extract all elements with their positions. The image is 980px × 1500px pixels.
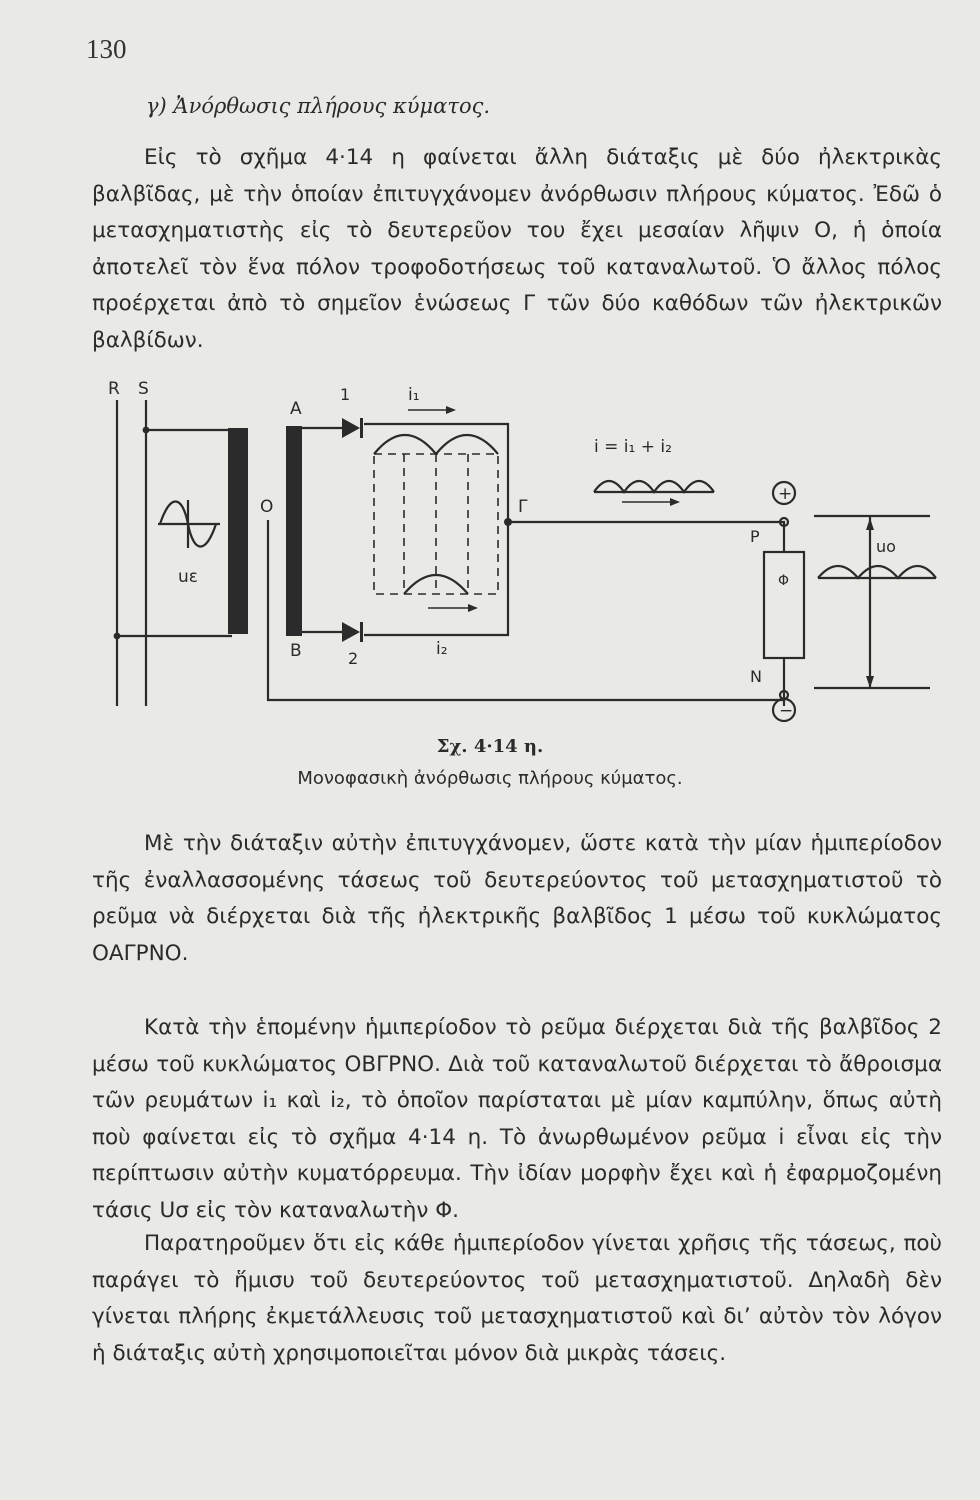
paragraph-4: Παρατηροῦμεν ὅτι εἰς κάθε ἡμιπερίοδον γίνεται χρῆσις τῆς τάσεως, ποὺ παράγει τὸ ἥμισυ τοῦ δευτερεύοντος τοῦ μετασχηματιστοῦ. Δηλαδὴ δὲν γίνεται πλήρης ἐκμετάλλευσις τοῦ μετασχηματιστοῦ καὶ δι’ αὐτὸν τὸν λόγον ἡ διάταξις αὐτὴ χρησιμοποιεῖται μόνον διὰ μικρὰς τάσεις. xyxy=(92,1231,942,1366)
label-load: Φ xyxy=(778,573,790,589)
figure-caption-text: Μονοφασικὴ ἀνόρθωσις πλήρους κύματος. xyxy=(297,768,683,789)
label-b: B xyxy=(290,641,302,661)
wire-center-tap-return xyxy=(268,520,784,700)
transformer-primary-core xyxy=(228,428,248,634)
label-o: O xyxy=(260,497,274,517)
label-minus: − xyxy=(779,701,794,721)
node-r xyxy=(114,633,121,640)
page-number: 130 xyxy=(86,34,127,64)
label-ue: uε xyxy=(178,567,198,587)
label-uo: uo xyxy=(876,537,896,556)
label-i2: i₂ xyxy=(436,639,448,659)
node-g xyxy=(504,518,512,526)
transformer-secondary-core xyxy=(286,426,302,636)
circuit-diagram xyxy=(0,0,980,730)
label-diode-1: 1 xyxy=(340,385,351,404)
load-resistor xyxy=(764,552,804,658)
figure-caption-number: Σχ. 4·14 η. xyxy=(436,736,544,757)
wire-g-to-p xyxy=(508,522,784,552)
diode-2-symbol xyxy=(342,622,360,642)
label-a: A xyxy=(290,399,302,419)
diode-1-symbol xyxy=(342,418,360,438)
node-s xyxy=(143,427,150,434)
section-heading: γ) Ἀνόρθωσις πλήρους κύματος. xyxy=(146,94,491,118)
label-g: Γ xyxy=(518,497,528,517)
paragraph-1: Εἰς τὸ σχῆμα 4·14 η φαίνεται ἄλλη διάταξις μὲ δύο ἠλεκτρικὰς βαλβῖδας, μὲ τὴν ὁποίαν ἐπιτυγχάνομεν ἀνόρθωσιν πλήρους κύματος. Ἐδῶ ὁ μετασχηματιστὴς εἰς τὸ δευτερεῦον του ἔχει μεσαίαν λῆψιν O, ἡ ὁποία ἀποτελεῖ τὸν ἕνα πόλον τροφοδοτήσεως τοῦ καταναλωτοῦ. Ὁ ἄλλος πόλος προέρχεται ἀπὸ τὸ σημεῖον ἑνώσεως Γ τῶν δύο καθόδων τῶν ἠλεκτρικῶν βαλβίδων. xyxy=(92,145,942,353)
label-diode-2: 2 xyxy=(348,649,359,668)
label-p: P xyxy=(750,527,760,546)
sum-waveform xyxy=(594,481,714,492)
paragraph-3: Κατὰ τὴν ἑπομένην ἡμιπερίοδον τὸ ρεῦμα διέρχεται διὰ τῆς βαλβῖδος 2 μέσω τοῦ κυκλώματος ΟΒΓΡΝΟ. Διὰ τοῦ καταναλωτοῦ διέρχεται τὸ ἄθροισμα τῶν ρευμάτων i₁ καὶ i₂, τὸ ὁποῖον παρίσταται μὲ μίαν καμπύλην, ὅπως αὐτὴ ποὺ φαίνεται εἰς τὸ σχῆμα 4·14 η. Τὸ ἀνωρθωμένον ρεῦμα i εἶναι εἰς τὴν περίπτωσιν αὐτὴν κυματόρρευμα. Τὴν ἰδίαν μορφὴν ἔχει καὶ ἡ ἐφαρμοζομένη τάσις Uσ εἰς τὸν καταναλωτὴν Φ. xyxy=(92,1015,942,1223)
label-s: S xyxy=(138,379,149,399)
label-i1: i₁ xyxy=(408,385,420,405)
paragraph-2: Μὲ τὴν διάταξιν αὐτὴν ἐπιτυγχάνομεν, ὥστε κατὰ τὴν μίαν ἡμιπερίοδον τῆς ἐναλλασσομένης τάσεως τοῦ δευτερεύοντος τοῦ μετασχηματιστοῦ τὸ ρεῦμα νὰ διέρχεται διὰ τῆς ἠλεκτρικῆς βαλβῖδος 1 μέσω τοῦ κυκλώματος ΟΑΓΡΝΟ. xyxy=(92,831,942,966)
label-plus: + xyxy=(778,484,793,504)
label-r: R xyxy=(108,379,120,399)
uo-waveform xyxy=(818,566,936,578)
waveform-box xyxy=(374,454,498,594)
label-n: N xyxy=(750,667,762,686)
label-i-sum: i = i₁ + i₂ xyxy=(594,437,672,457)
i1-humps xyxy=(374,435,436,454)
